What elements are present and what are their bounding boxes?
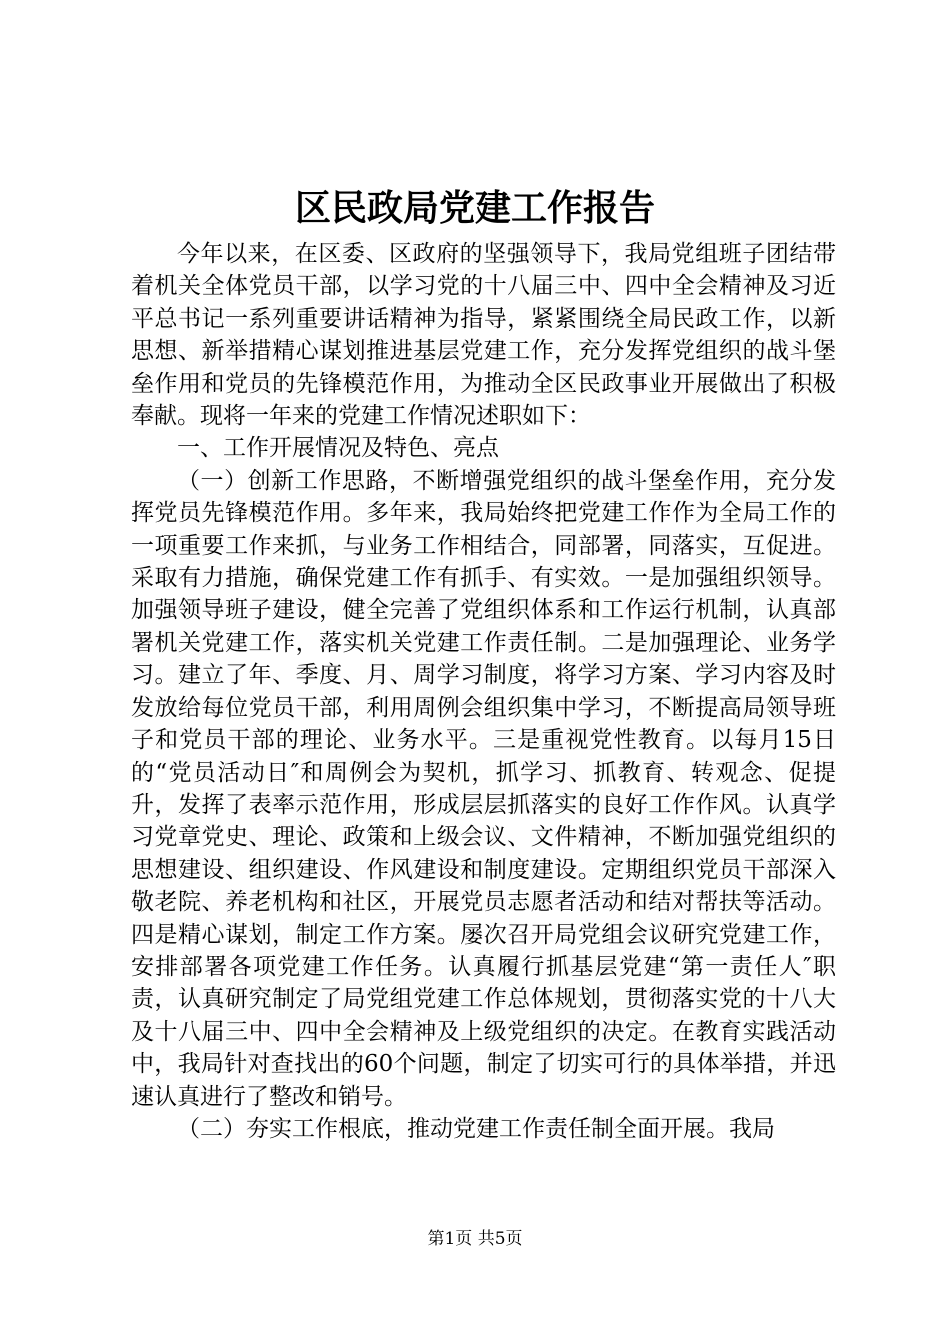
- paragraph-intro: 今年以来，在区委、区政府的坚强领导下，我局党组班子团结带着机关全体党员干部，以学习党的十八届三中、四中全会精神及习近平总书记一系列重要讲话精神为指导，紧紧围绕全局民政工作，以新思想、新举措精心谋划推进基层党建工作，充分发挥党组织的战斗堡垒作用和党员的先锋模范作用，为推动全区民政事业开展做出了积极奉献。现将一年来的党建工作情况述职如下：: [131, 241, 836, 430]
- paragraph-section-1: （一）创新工作思路，不断增强党组织的战斗堡垒作用，充分发挥党员先锋模范作用。多年来，我局始终把党建工作作为全局工作的一项重要工作来抓，与业务工作相结合，同部署，同落实，互促进。采取有力措施，确保党建工作有抓手、有实效。一是加强组织领导。加强领导班子建设，健全完善了党组织体系和工作运行机制，认真部署机关党建工作，落实机关党建工作责任制。二是加强理论、业务学习。建立了年、季度、月、周学习制度，将学习方案、学习内容及时发放给每位党员干部，利用周例会组织集中学习，不断提高局领导班子和党员干部的理论、业务水平。三是重视党性教育。以每月15日的“党员活动日″和周例会为契机，抓学习、抓教育、转观念、促提升，发挥了表率示范作用，形成层层抓落实的良好工作作风。认真学习党章党史、理论、政策和上级会议、文件精神，不断加强党组织的思想建设、组织建设、作风建设和制度建设。定期组织党员干部深入敬老院、养老机构和社区，开展党员志愿者活动和结对帮扶等活动。四是精心谋划，制定工作方案。屡次召开局党组会议研究党建工作，安排部署各项党建工作任务。认真履行抓基层党建“第一责任人″职责，认真研究制定了局党组党建工作总体规划，贯彻落实党的十八大及十八届三中、四中全会精神及上级党组织的决定。在教育实践活动中，我局针对查找出的60个问题，制定了切实可行的具体举措，并迅速认真进行了整改和销号。: [131, 467, 836, 1110]
- page-number-footer: 第1页 共5页: [427, 1229, 523, 1249]
- paragraph-section-2: （二）夯实工作根底，推动党建工作责任制全面开展。我局: [177, 1115, 775, 1142]
- document-body: [131, 238, 836, 1145]
- document-title: 区民政局党建工作报告: [294, 187, 655, 229]
- section-heading: 一、工作开展情况及特色、亮点: [177, 435, 499, 462]
